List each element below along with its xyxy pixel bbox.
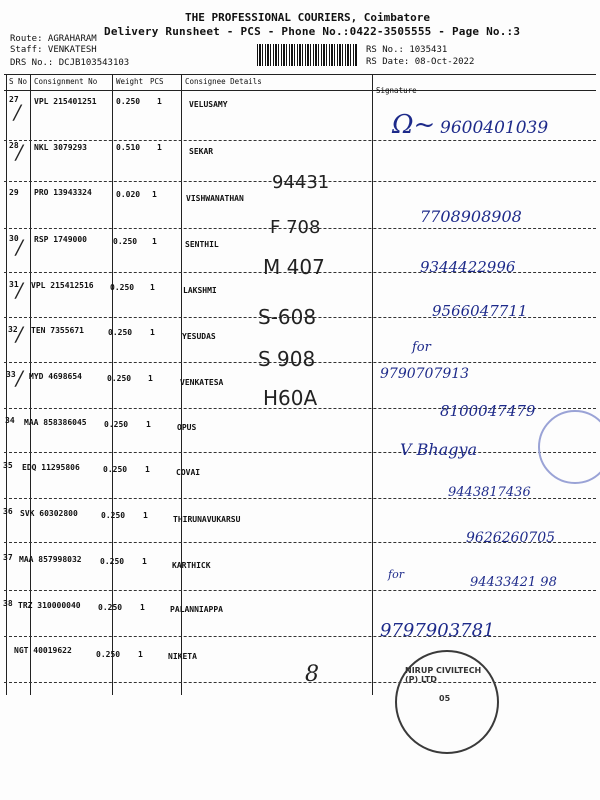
row-pcs: 1 <box>150 283 155 292</box>
row-consignment: MAA 857998032 <box>19 555 82 564</box>
handwritten-signature: 8 <box>305 662 319 687</box>
col-header-pcs: PCS <box>150 77 164 86</box>
col-header-consignee: Consignee Details <box>185 77 262 86</box>
row-sno: 37 <box>3 553 13 562</box>
col-header-sno: S No <box>9 77 28 86</box>
handwritten-flat: S 908 <box>258 347 316 371</box>
col-header-consignment: Consignment No <box>34 77 98 86</box>
handwritten-phone: 9797903781 <box>380 620 495 641</box>
table-top-rule <box>4 74 596 75</box>
row-sno: 38 <box>3 599 13 608</box>
row-weight: 0.250 <box>108 328 133 337</box>
row-consignment: RSP 1749000 <box>34 235 87 244</box>
row-sno: 32 <box>8 325 18 334</box>
row-consignee: SENTHIL <box>185 240 219 249</box>
row-divider <box>4 636 596 637</box>
handwritten-note: for <box>388 568 404 581</box>
row-consignee: VISHWANATHAN <box>186 194 244 203</box>
row-sno: 31 <box>9 280 19 289</box>
row-consignment: TEN 7355671 <box>31 326 84 335</box>
row-pcs: 1 <box>157 143 162 152</box>
row-pcs: 1 <box>152 190 157 199</box>
row-weight: 0.250 <box>96 650 121 659</box>
row-consignee: COVAI <box>176 468 201 477</box>
row-sno: 29 <box>9 188 19 197</box>
row-weight: 0.250 <box>104 420 129 429</box>
row-pcs: 1 <box>150 328 155 337</box>
handwritten-flat: S-608 <box>258 305 317 329</box>
handwritten-phone: 7708908908 <box>420 207 522 226</box>
row-weight: 0.250 <box>110 283 135 292</box>
row-consignee: PALANNIAPPA <box>170 605 223 614</box>
row-consignee: VELUSAMY <box>189 100 228 109</box>
runsheet-subtitle: Delivery Runsheet - PCS - Phone No.:0422-3505555 - Page No.:3 <box>104 25 521 38</box>
row-sno: 35 <box>3 461 13 470</box>
row-consignee: THIRUNAVUKARSU <box>173 515 241 524</box>
row-pcs: 1 <box>157 97 162 106</box>
check-mark: / <box>16 322 23 346</box>
handwritten-phone: 94433421 98 <box>470 575 557 590</box>
column-divider <box>112 75 113 695</box>
row-divider <box>4 140 596 141</box>
row-pcs: 1 <box>140 603 145 612</box>
column-divider <box>372 75 373 695</box>
route-label: Route: AGRAHARAM <box>10 34 97 44</box>
row-consignment: VPL 215401251 <box>34 97 97 106</box>
row-consignment: PRO 13943324 <box>34 188 92 197</box>
row-weight: 0.510 <box>116 143 141 152</box>
table-header-rule <box>4 90 596 91</box>
row-weight: 0.250 <box>113 237 138 246</box>
row-consignment: MAA 858386045 <box>24 418 87 427</box>
rs-number: RS No.: 1035431 <box>366 45 448 55</box>
row-pcs: 1 <box>142 557 147 566</box>
handwritten-flat: 94431 <box>272 172 330 193</box>
row-consignment: EDQ 11295806 <box>22 463 80 472</box>
check-mark: / <box>16 140 23 164</box>
drs-number: DRS No.: DCJB103543103 <box>10 58 130 68</box>
row-weight: 0.250 <box>101 511 126 520</box>
row-sno: 28 <box>9 141 19 150</box>
faded-stamp <box>538 410 600 484</box>
row-weight: 0.250 <box>100 557 125 566</box>
stamp-text: NIRUP CIVILTECH (P) LTD <box>405 666 482 684</box>
handwritten-phone: 9626260705 <box>466 530 556 546</box>
check-mark: / <box>16 366 23 390</box>
row-weight: 0.250 <box>116 97 141 106</box>
handwritten-flat: F 708 <box>270 217 321 238</box>
check-mark: / <box>16 278 23 302</box>
handwritten-phone: 9790707913 <box>380 366 470 382</box>
company-title: THE PROFESSIONAL COURIERS, Coimbatore <box>185 11 431 24</box>
handwritten-note: for <box>412 340 431 355</box>
row-weight: 0.020 <box>116 190 141 199</box>
row-consignment: VPL 215412516 <box>31 281 94 290</box>
row-pcs: 1 <box>143 511 148 520</box>
row-divider <box>4 590 596 591</box>
handwritten-signature: Ω~ <box>392 110 436 140</box>
check-mark: / <box>16 235 23 259</box>
row-pcs: 1 <box>138 650 143 659</box>
row-sno: 34 <box>5 416 15 425</box>
handwritten-phone: 9600401039 <box>440 118 549 138</box>
row-consignee: YESUDAS <box>182 332 216 341</box>
handwritten-flat: H60A <box>263 386 318 410</box>
row-divider <box>4 452 596 453</box>
company-stamp <box>395 650 499 754</box>
row-pcs: 1 <box>145 465 150 474</box>
row-consignment: SVK 60302800 <box>20 509 78 518</box>
check-mark: / <box>14 100 21 124</box>
row-weight: 0.250 <box>103 465 128 474</box>
row-sno: 27 <box>9 95 19 104</box>
row-sno: 36 <box>3 507 13 516</box>
handwritten-phone: 9344422996 <box>420 258 516 276</box>
row-consignment: NGT 40019622 <box>14 646 72 655</box>
handwritten-phone: 9443817436 <box>448 485 531 500</box>
handwritten-flat: M 407 <box>263 255 325 279</box>
row-weight: 0.250 <box>98 603 123 612</box>
row-consignment: TRZ 310000040 <box>18 601 81 610</box>
row-pcs: 1 <box>148 374 153 383</box>
rs-date: RS Date: 08-Oct-2022 <box>366 57 475 67</box>
row-divider <box>4 682 596 683</box>
handwritten-phone: 8100047479 <box>440 402 536 420</box>
handwritten-phone: 9566047711 <box>432 302 528 320</box>
row-pcs: 1 <box>146 420 151 429</box>
row-consignee: OPUS <box>177 423 197 432</box>
row-pcs: 1 <box>152 237 157 246</box>
row-consignee: LAKSHMI <box>183 286 217 295</box>
row-consignee: KARTHICK <box>172 561 211 570</box>
handwritten-signature: V Bhagya <box>400 440 478 459</box>
row-consignee: SEKAR <box>189 147 214 156</box>
row-sno: 33 <box>6 370 16 379</box>
col-header-weight: Weight <box>116 77 144 86</box>
barcode <box>257 44 357 66</box>
stamp-date: 05 <box>439 694 451 703</box>
row-consignee: NIKETA <box>168 652 197 661</box>
row-consignment: MYD 4698654 <box>29 372 82 381</box>
row-consignee: VENKATESA <box>180 378 224 387</box>
row-consignment: NKL 3079293 <box>34 143 87 152</box>
staff-label: Staff: VENKATESH <box>10 45 97 55</box>
row-sno: 30 <box>9 234 19 243</box>
row-weight: 0.250 <box>107 374 132 383</box>
col-header-signature: Signature <box>376 86 417 95</box>
